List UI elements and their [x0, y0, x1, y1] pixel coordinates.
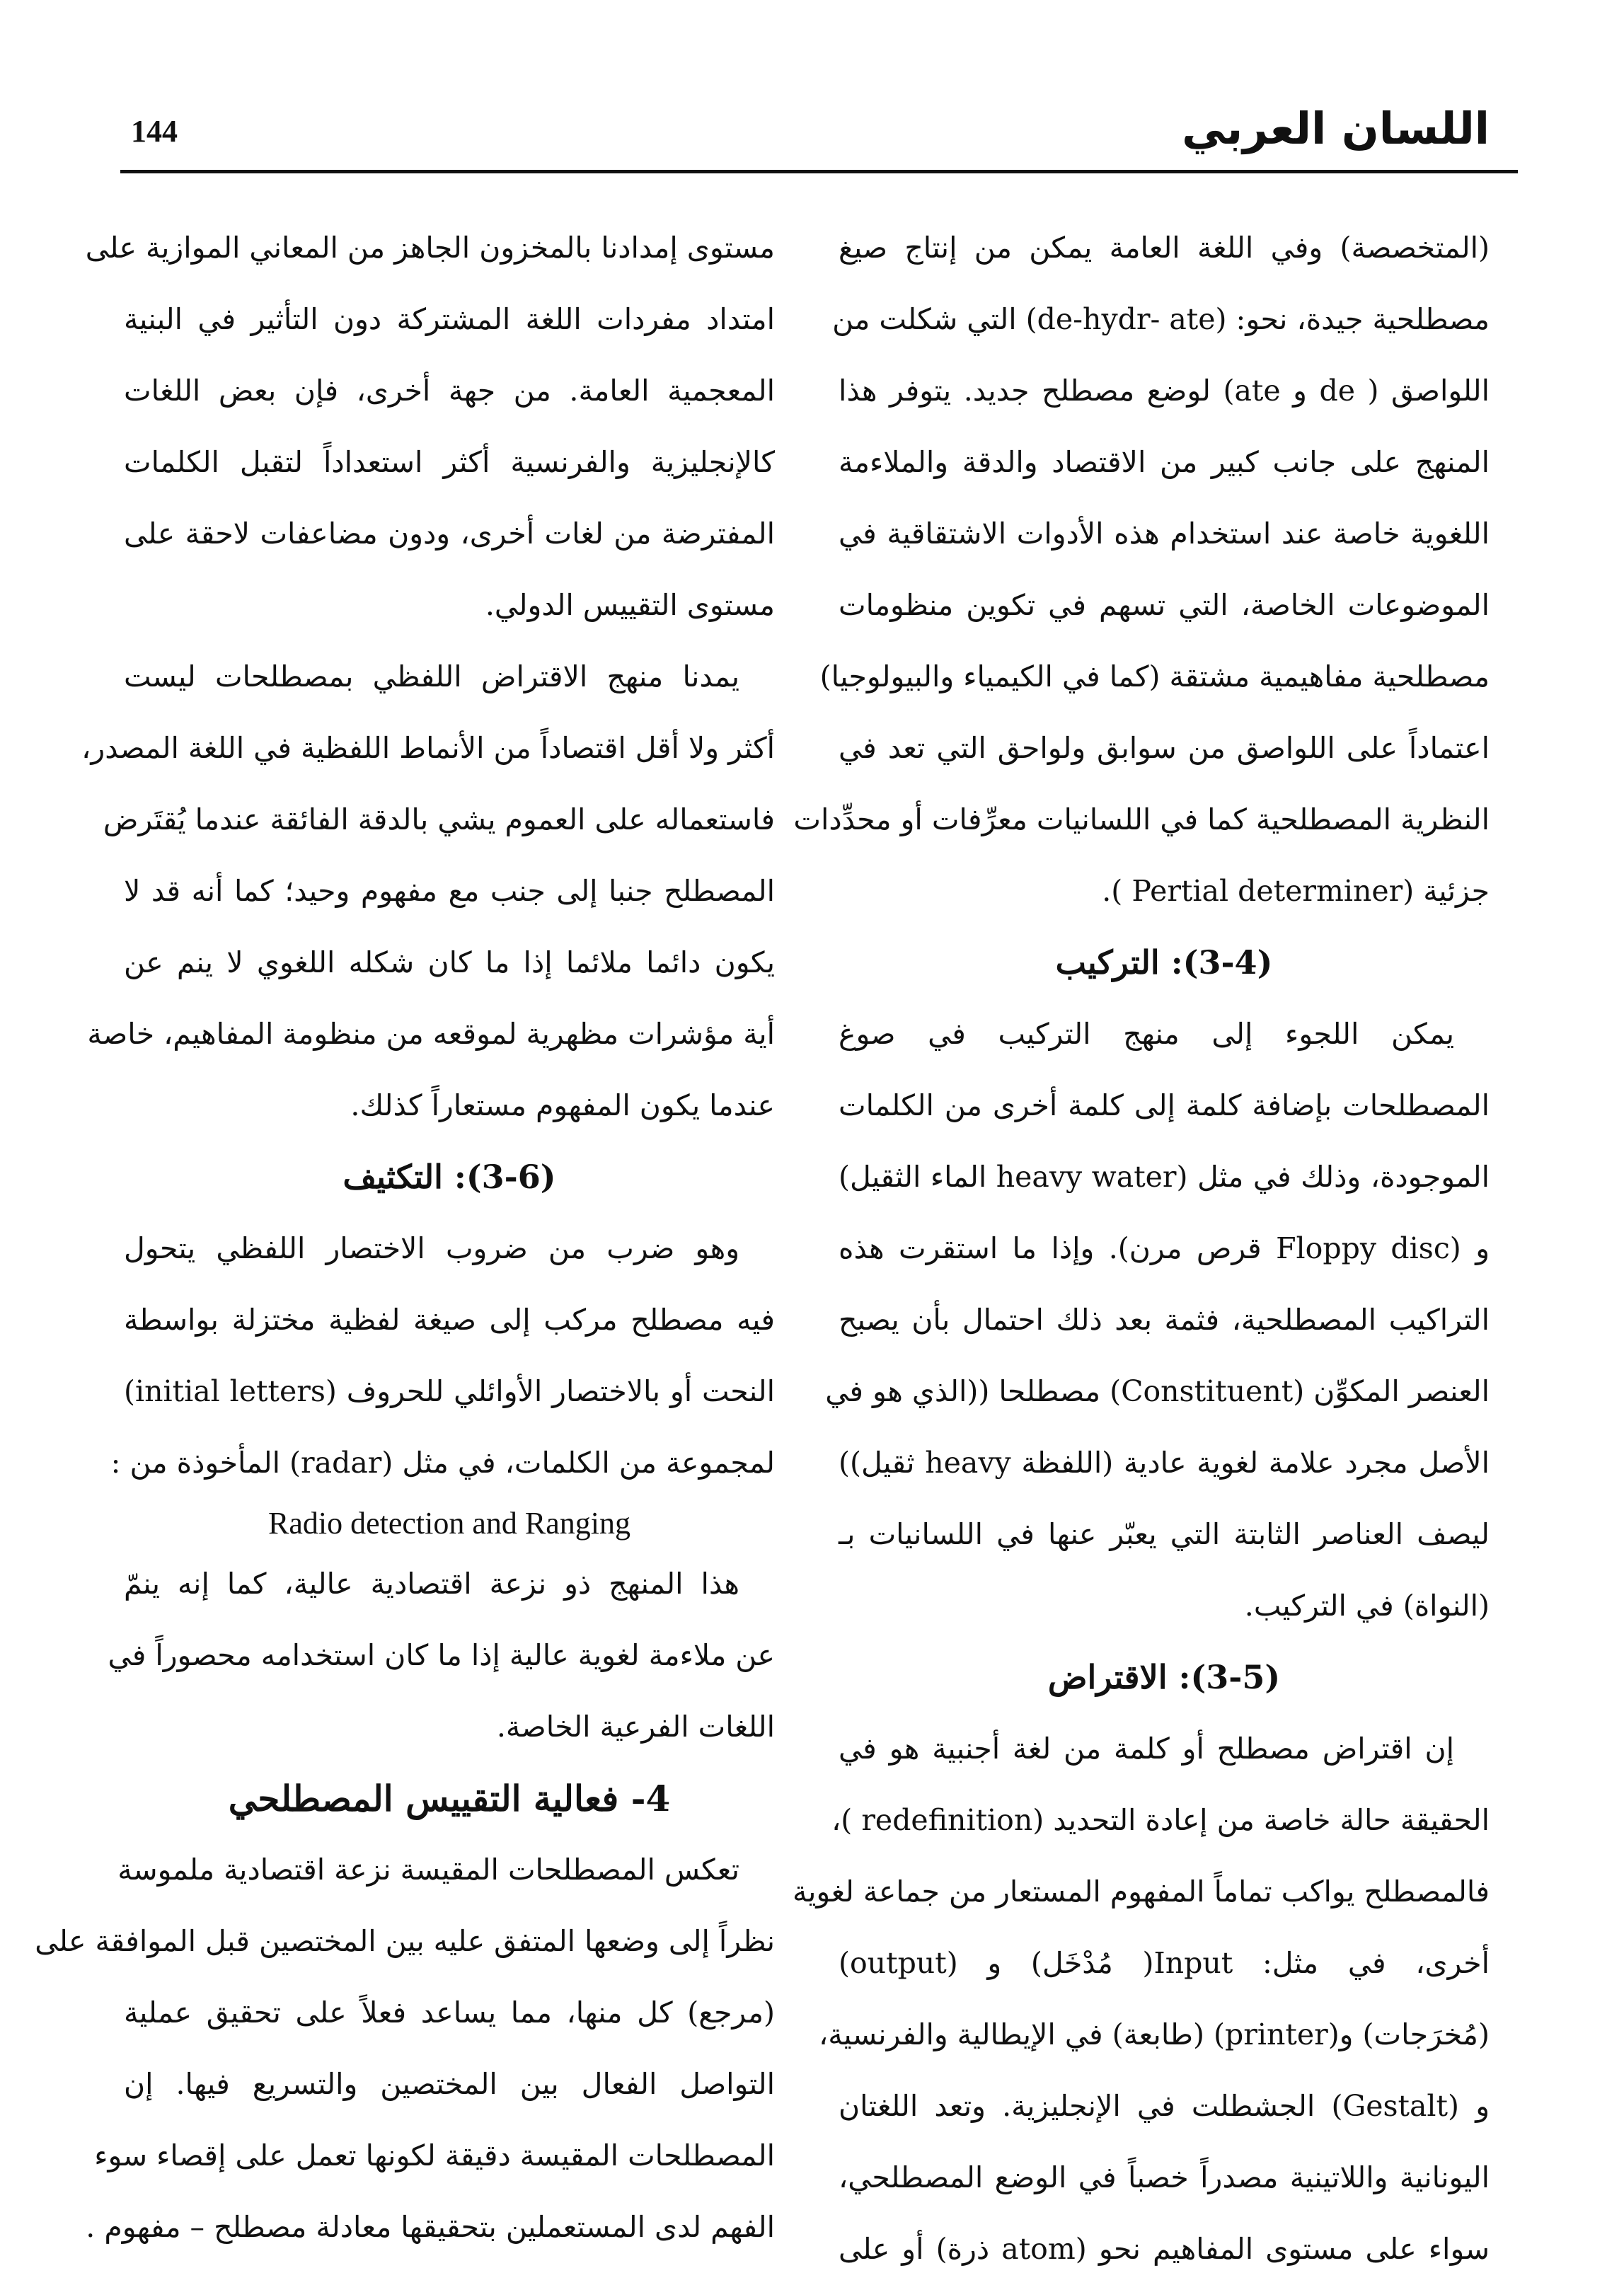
journal-title: اللسان العربي	[1182, 103, 1490, 154]
text-line: هذا المنهج ذو نزعة اقتصادية عالية، كما إنه ينمّ	[124, 1567, 739, 1601]
text-line: المفترضة من لغات أخرى، ودون مضاعفات لاحقة على	[124, 517, 775, 551]
text-line: الموجودة، وذلك في مثل (heavy water الماء الثقيل)	[839, 1160, 1490, 1194]
text-line: و (Floppy disc قرص مرن). وإذا ما استقرت هذه	[839, 1231, 1490, 1265]
text-line: الحقيقة حالة خاصة من إعادة التحديد (redefinition )،	[831, 1803, 1490, 1837]
text-line: المصطلح جنبا إلى جنب مع مفهوم وحيد؛ كما أنه قد لا	[124, 874, 775, 908]
text-line: أية مؤشرات مظهرية لموقعه من منظومة المفاهيم، خاصة	[87, 1017, 775, 1051]
text-line: التواصل الفعال بين المختصين والتسريع فيها. إن	[124, 2067, 775, 2101]
text-line: فاستعماله على العموم يشي بالدقة الفائقة عندما يُقتَرض	[103, 802, 775, 836]
text-line: اعتماداً على اللواصق من سوابق ولواحق التي تعد في	[839, 731, 1490, 765]
text-line: المعجمية العامة. من جهة أخرى، فإن بعض اللغات	[124, 374, 775, 408]
text-line: نظراً إلى وضعها المتفق عليه بين المختصين قبل الموافقة على	[35, 1924, 775, 1958]
text-line: مصطلحية مفاهيمية مشتقة (كما في الكيمياء والبيولوجيا)	[819, 660, 1490, 693]
text-line: الموضوعات الخاصة، التي تسهم في تكوين منظومات	[839, 588, 1490, 622]
text-line: سواء على مستوى المفاهيم نحو (atom ذرة) أو على	[839, 2232, 1490, 2266]
text-line: الفهم لدى المستعملين بتحقيقها معادلة مصطلح – مفهوم .	[86, 2210, 775, 2244]
text-line: المصطلحات بإضافة كلمة إلى كلمة أخرى من الكلمات	[839, 1088, 1490, 1122]
text-line: (مرجع) كل منها، مما يساعد فعلاً على تحقيق عملية	[124, 1996, 775, 2030]
text-line: امتداد مفردات اللغة المشتركة دون التأثير في البنية	[124, 302, 775, 336]
text-line: المصطلحات المقيسة دقيقة لكونها تعمل على إقصاء سوء	[94, 2139, 775, 2172]
english-term: Radio detection and Ranging	[268, 1506, 630, 1541]
text-line: النحت أو بالاختصار الأوائلي للحروف (initial letters)	[124, 1374, 775, 1408]
text-line: الأصل مجرد علامة لغوية عادية (اللفظة heavy ثقيل))	[839, 1446, 1490, 1480]
text-line: مستوى التقييس الدولي.	[485, 588, 775, 622]
text-line: اليونانية واللاتينية مصدراً خصباً في الوضع المصطلحي،	[839, 2160, 1490, 2194]
text-line: اللغات الفرعية الخاصة.	[496, 1710, 775, 1744]
page-number: 144	[131, 114, 178, 149]
text-line: و (Gestalt) الجشطلت في الإنجليزية. وتعد اللغتان	[839, 2089, 1490, 2123]
text-line: مصطلحية جيدة، نحو: (de-hydr- ate) التي شكلت من	[832, 302, 1490, 336]
text-line: اللغوية خاصة عند استخدام هذه الأدوات الاشتقاقية في	[839, 517, 1490, 551]
text-line: كالإنجليزية والفرنسية أكثر استعداداً لتقبل الكلمات	[124, 445, 775, 479]
text-line: إن اقتراض مصطلح أو كلمة من لغة أجنبية هو في	[839, 1732, 1454, 1766]
text-line: جزئية (Pertial determiner ).	[1102, 874, 1490, 908]
text-line: العنصر المكوِّن (Constituent) مصطلحا ((الذي هو في	[825, 1374, 1490, 1408]
text-line: يمدنا منهج الاقتراض اللفظي بمصطلحات ليست	[124, 660, 739, 693]
text-line: النظرية المصطلحية كما في اللسانيات معرِّفات أو محدِّدات	[793, 802, 1490, 836]
subsection-heading: (3-6): التكثيف	[342, 1158, 556, 1196]
text-line: المنهج على جانب كبير من الاقتصاد والدقة والملاءمة	[839, 445, 1490, 479]
section-heading: 4- فعالية التقييس المصطلحي	[228, 1778, 671, 1819]
text-line: ليصف العناصر الثابتة التي يعبّر عنها في اللسانيات بـ	[839, 1517, 1490, 1551]
header-rule	[120, 170, 1518, 173]
text-line: يكون دائما ملائما إذا ما كان شكله اللغوي لا ينم عن	[124, 945, 775, 979]
subsection-heading: (3-4): التركيب	[1055, 943, 1273, 982]
text-line: (المتخصصة) وفي اللغة العامة يمكن من إنتاج صيغ	[839, 231, 1490, 265]
text-line: أكثر ولا أقل اقتصاداً من الأنماط اللفظية في اللغة المصدر،	[81, 731, 775, 765]
text-line: (النواة) في التركيب.	[1244, 1589, 1490, 1623]
text-line: وهو ضرب من ضروب الاختصار اللفظي يتحول	[124, 1231, 739, 1265]
subsection-heading: (3-5): الاقتراض	[1047, 1658, 1281, 1696]
left-column	[35, 212, 775, 2263]
text-line: لمجموعة من الكلمات، في مثل (radar) المأخوذة من :	[110, 1446, 775, 1480]
right-column	[793, 212, 1490, 2285]
text-line: فيه مصطلح مركب إلى صيغة لفظية مختزلة بواسطة	[124, 1303, 775, 1337]
text-line: مستوى إمدادنا بالمخزون الجاهز من المعاني الموازية على	[85, 231, 775, 265]
text-line: يمكن اللجوء إلى منهج التركيب في صوغ	[839, 1017, 1454, 1051]
text-line: فالمصطلح يواكب تماماً المفهوم المستعار من جماعة لغوية	[793, 1875, 1490, 1909]
text-line: عن ملاءمة لغوية عالية إذا ما كان استخدامه محصوراً في	[108, 1638, 775, 1672]
text-line: (مُخرَجات) و(printer) (طابعة) في الإيطالية والفرنسية،	[819, 2018, 1490, 2051]
text-line: أخرى، في مثل: Input( مُدْخَل) و (output)	[839, 1946, 1490, 1980]
text-line: تعكس المصطلحات المقيسة نزعة اقتصادية ملموسة	[117, 1853, 739, 1887]
text-line: التراكيب المصطلحية، فثمة بعد ذلك احتمال بأن يصبح	[839, 1303, 1490, 1337]
text-line: عندما يكون المفهوم مستعاراً كذلك.	[350, 1088, 775, 1122]
text-line: اللواصق ( de و ate) لوضع مصطلح جديد. يتوفر هذا	[839, 374, 1490, 408]
